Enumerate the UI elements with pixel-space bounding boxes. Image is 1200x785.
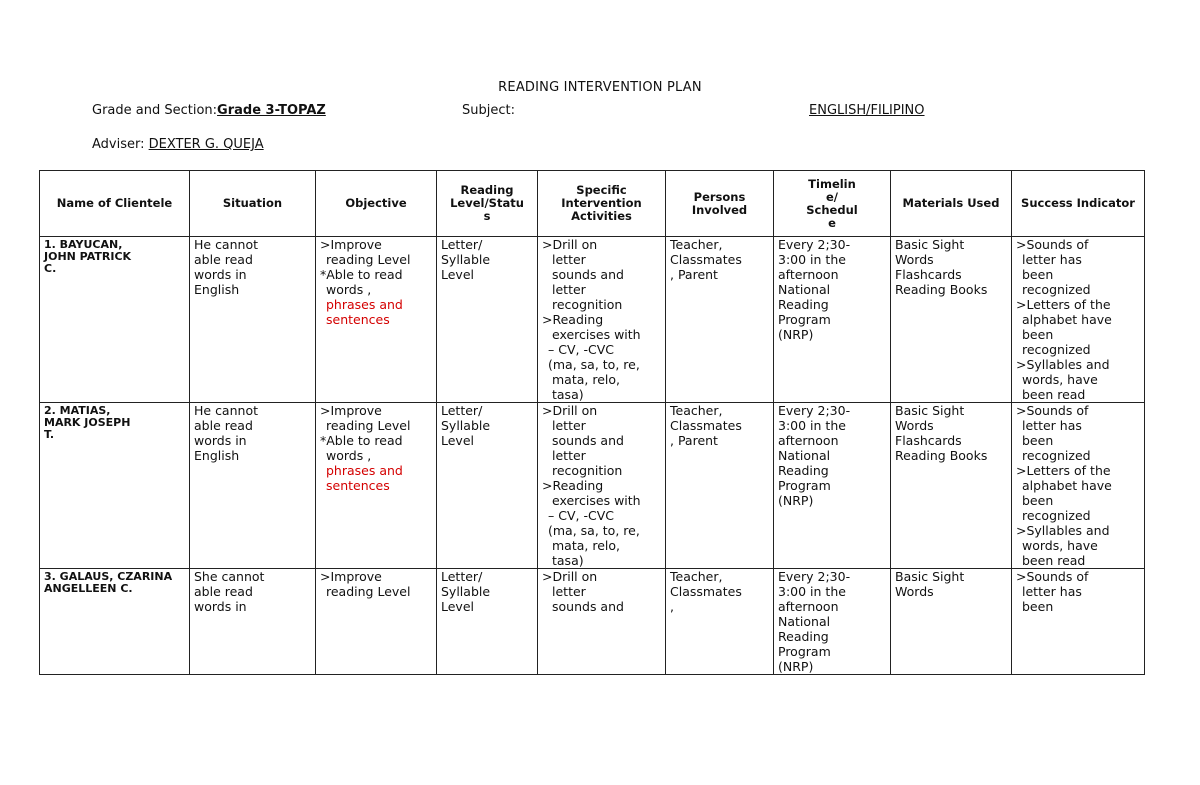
cell-timeline bbox=[774, 569, 891, 675]
column-header-situation bbox=[190, 171, 316, 237]
cell-text: >Syllables and bbox=[1016, 357, 1110, 372]
cell-text: ANGELLEEN C. bbox=[44, 582, 133, 595]
cell-text: able read bbox=[194, 584, 253, 599]
cell-text: >Improve bbox=[320, 403, 382, 418]
cell-text: JOHN PATRICK bbox=[44, 250, 132, 263]
cell-text: Classmates bbox=[670, 418, 742, 433]
cell-name bbox=[40, 403, 190, 569]
cell-materials bbox=[891, 569, 1012, 675]
cell-text: Reading Books bbox=[895, 448, 988, 463]
cell-text: >Sounds of bbox=[1016, 569, 1089, 584]
column-header-name bbox=[40, 171, 190, 237]
cell-text: afternoon bbox=[778, 599, 839, 614]
cell-level bbox=[437, 237, 538, 403]
cell-text: been bbox=[1022, 327, 1054, 342]
cell-text: mata, relo, bbox=[552, 372, 620, 387]
cell-text: *Able to read bbox=[320, 433, 403, 448]
cell-text: words , bbox=[326, 282, 372, 297]
cell-text: Flashcards bbox=[895, 433, 962, 448]
cell-text: >Sounds of bbox=[1016, 403, 1089, 418]
cell-activities bbox=[538, 569, 666, 675]
cell-text: letter bbox=[552, 418, 586, 433]
cell-text: been bbox=[1022, 599, 1054, 614]
table-row bbox=[40, 403, 1145, 569]
cell-text: , bbox=[670, 599, 674, 614]
cell-text: tasa) bbox=[552, 387, 584, 402]
cell-text: Level bbox=[441, 599, 474, 614]
cell-name bbox=[40, 237, 190, 403]
column-header-objective bbox=[316, 171, 437, 237]
column-header-text: Activities bbox=[571, 209, 632, 223]
cell-text: able read bbox=[194, 418, 253, 433]
column-header-timeline bbox=[774, 171, 891, 237]
cell-text: recognition bbox=[552, 463, 623, 478]
cell-text: *Able to read bbox=[320, 267, 403, 282]
column-header-text: e bbox=[828, 215, 836, 230]
cell-text: sentences bbox=[326, 478, 390, 493]
cell-text: Letter/ bbox=[441, 569, 483, 584]
cell-text: phrases and bbox=[326, 297, 403, 312]
cell-text: Teacher, bbox=[670, 237, 723, 252]
cell-text: tasa) bbox=[552, 553, 584, 568]
column-header-text: Name of Clientele bbox=[56, 196, 173, 210]
cell-text: words, have bbox=[1022, 538, 1098, 553]
cell-text: been read bbox=[1022, 553, 1086, 568]
cell-text: MARK JOSEPH bbox=[44, 416, 131, 429]
cell-text: Words bbox=[895, 584, 934, 599]
column-header-text: Intervention bbox=[561, 196, 642, 210]
cell-text: – CV, -CVC bbox=[548, 508, 614, 523]
cell-text: reading Level bbox=[326, 418, 411, 433]
cell-text: (NRP) bbox=[778, 327, 814, 342]
cell-text: Reading bbox=[778, 629, 829, 644]
cell-text: been bbox=[1022, 493, 1054, 508]
cell-name bbox=[40, 569, 190, 675]
cell-text: , Parent bbox=[670, 267, 718, 282]
cell-text: reading Level bbox=[326, 252, 411, 267]
cell-text: alphabet have bbox=[1022, 478, 1112, 493]
cell-persons bbox=[666, 237, 774, 403]
cell-text: Syllable bbox=[441, 418, 491, 433]
cell-level bbox=[437, 403, 538, 569]
table-header-row bbox=[40, 171, 1145, 237]
cell-text: Classmates bbox=[670, 584, 742, 599]
cell-text: Words bbox=[895, 418, 934, 433]
cell-text: C. bbox=[44, 262, 57, 275]
cell-text: recognized bbox=[1022, 448, 1091, 463]
cell-text: >Reading bbox=[542, 312, 604, 327]
subject-label: Subject: bbox=[462, 103, 515, 118]
table-body bbox=[40, 237, 1145, 675]
cell-text: been bbox=[1022, 267, 1054, 282]
cell-text: >Drill on bbox=[542, 237, 598, 252]
column-header-text: Schedul bbox=[806, 202, 858, 217]
cell-situation bbox=[190, 237, 316, 403]
page-title: READING INTERVENTION PLAN bbox=[498, 80, 702, 95]
cell-text: Basic Sight bbox=[895, 237, 965, 252]
cell-text: , Parent bbox=[670, 433, 718, 448]
cell-text: He cannot bbox=[194, 237, 258, 252]
column-header-text: Involved bbox=[691, 202, 748, 217]
cell-text: (NRP) bbox=[778, 659, 814, 674]
column-header-text: Timelin bbox=[808, 176, 856, 191]
cell-text: recognized bbox=[1022, 282, 1091, 297]
cell-text: >Drill on bbox=[542, 569, 598, 584]
cell-text: Syllable bbox=[441, 584, 491, 599]
cell-text: been read bbox=[1022, 387, 1086, 402]
cell-text: >Improve bbox=[320, 237, 382, 252]
cell-text: (NRP) bbox=[778, 493, 814, 508]
cell-text: letter bbox=[552, 584, 586, 599]
cell-activities bbox=[538, 237, 666, 403]
adviser bbox=[92, 137, 264, 152]
cell-text: T. bbox=[44, 428, 55, 441]
cell-text: Classmates bbox=[670, 252, 742, 267]
cell-situation bbox=[190, 569, 316, 675]
cell-text: reading Level bbox=[326, 584, 411, 599]
cell-text: letter bbox=[552, 282, 586, 297]
cell-materials bbox=[891, 403, 1012, 569]
cell-text: sentences bbox=[326, 312, 390, 327]
column-header-text: Materials Used bbox=[902, 196, 1000, 210]
cell-text: recognized bbox=[1022, 342, 1091, 357]
cell-text: sounds and bbox=[552, 599, 624, 614]
cell-text: >Letters of the bbox=[1016, 463, 1111, 478]
cell-text: Teacher, bbox=[670, 569, 723, 584]
cell-text: words, have bbox=[1022, 372, 1098, 387]
cell-text: >Syllables and bbox=[1016, 523, 1110, 538]
cell-text: recognition bbox=[552, 297, 623, 312]
cell-text: letter has bbox=[1022, 252, 1082, 267]
cell-text: able read bbox=[194, 252, 253, 267]
column-header-text: Success Indicator bbox=[1021, 196, 1135, 210]
cell-text: Reading bbox=[778, 297, 829, 312]
cell-text: National bbox=[778, 282, 831, 297]
cell-text: (ma, sa, to, re, bbox=[548, 523, 640, 538]
column-header-text: s bbox=[483, 209, 491, 223]
cell-text: Reading Books bbox=[895, 282, 988, 297]
cell-text: 2. MATIAS, bbox=[44, 404, 111, 417]
cell-text: – CV, -CVC bbox=[548, 342, 614, 357]
cell-text: Level bbox=[441, 267, 474, 282]
adviser-label: Adviser: bbox=[92, 137, 149, 152]
cell-text: words , bbox=[326, 448, 372, 463]
cell-text: mata, relo, bbox=[552, 538, 620, 553]
cell-text: Flashcards bbox=[895, 267, 962, 282]
cell-objective bbox=[316, 403, 437, 569]
cell-text: Reading bbox=[778, 463, 829, 478]
column-header-activities bbox=[538, 171, 666, 237]
table-row bbox=[40, 569, 1145, 675]
cell-text: afternoon bbox=[778, 433, 839, 448]
cell-text: words in bbox=[194, 433, 247, 448]
cell-text: 3:00 in the bbox=[778, 252, 846, 267]
cell-text: 1. BAYUCAN, bbox=[44, 238, 123, 251]
cell-timeline bbox=[774, 237, 891, 403]
cell-success bbox=[1012, 569, 1145, 675]
cell-text: 3. GALAUS, CZARINA bbox=[44, 570, 173, 583]
cell-persons bbox=[666, 569, 774, 675]
cell-text: Every 2;30- bbox=[778, 569, 851, 584]
cell-text: 3:00 in the bbox=[778, 584, 846, 599]
column-header-persons bbox=[666, 171, 774, 237]
intervention-table bbox=[39, 170, 1145, 675]
cell-text: Letter/ bbox=[441, 237, 483, 252]
grade-section bbox=[92, 103, 326, 118]
cell-text: Program bbox=[778, 644, 831, 659]
cell-text: alphabet have bbox=[1022, 312, 1112, 327]
cell-text: Level bbox=[441, 433, 474, 448]
cell-text: Program bbox=[778, 478, 831, 493]
cell-text: sounds and bbox=[552, 433, 624, 448]
column-header-text: Situation bbox=[222, 196, 283, 210]
cell-objective bbox=[316, 237, 437, 403]
cell-text: >Reading bbox=[542, 478, 604, 493]
cell-text: Basic Sight bbox=[895, 569, 965, 584]
cell-text: recognized bbox=[1022, 508, 1091, 523]
table-row bbox=[40, 237, 1145, 403]
cell-text: words in bbox=[194, 599, 247, 614]
cell-text: She cannot bbox=[194, 569, 265, 584]
column-header-materials bbox=[891, 171, 1012, 237]
cell-text: Every 2;30- bbox=[778, 403, 851, 418]
cell-text: Teacher, bbox=[670, 403, 723, 418]
grade-label: Grade and Section: bbox=[92, 103, 218, 118]
grade-value: Grade 3-TOPAZ bbox=[217, 103, 326, 118]
adviser-value: DEXTER G. QUEJA bbox=[148, 137, 264, 152]
cell-activities bbox=[538, 403, 666, 569]
column-header-text: Specific bbox=[576, 183, 627, 197]
column-header-text: e/ bbox=[826, 189, 838, 204]
cell-text: letter bbox=[552, 448, 586, 463]
cell-text: >Letters of the bbox=[1016, 297, 1111, 312]
cell-text: >Drill on bbox=[542, 403, 598, 418]
cell-objective bbox=[316, 569, 437, 675]
column-header-text: Persons bbox=[693, 189, 746, 204]
cell-situation bbox=[190, 403, 316, 569]
column-header-text: Level/Statu bbox=[450, 196, 524, 210]
column-header-level bbox=[437, 171, 538, 237]
cell-text: letter has bbox=[1022, 584, 1082, 599]
cell-success bbox=[1012, 403, 1145, 569]
cell-text: National bbox=[778, 614, 831, 629]
cell-text: phrases and bbox=[326, 463, 403, 478]
cell-text: Program bbox=[778, 312, 831, 327]
cell-text: National bbox=[778, 448, 831, 463]
cell-text: (ma, sa, to, re, bbox=[548, 357, 640, 372]
cell-persons bbox=[666, 403, 774, 569]
cell-materials bbox=[891, 237, 1012, 403]
cell-text: exercises with bbox=[552, 327, 641, 342]
cell-text: English bbox=[194, 282, 240, 297]
cell-text: afternoon bbox=[778, 267, 839, 282]
cell-text: Basic Sight bbox=[895, 403, 965, 418]
cell-text: exercises with bbox=[552, 493, 641, 508]
column-header-text: Objective bbox=[345, 196, 407, 210]
column-header-success bbox=[1012, 171, 1145, 237]
cell-text: Words bbox=[895, 252, 934, 267]
cell-text: >Sounds of bbox=[1016, 237, 1089, 252]
cell-text: He cannot bbox=[194, 403, 258, 418]
cell-text: English bbox=[194, 448, 240, 463]
cell-text: >Improve bbox=[320, 569, 382, 584]
cell-level bbox=[437, 569, 538, 675]
column-header-text: Reading bbox=[460, 183, 514, 197]
cell-success bbox=[1012, 237, 1145, 403]
cell-text: letter has bbox=[1022, 418, 1082, 433]
cell-text: sounds and bbox=[552, 267, 624, 282]
cell-text: letter bbox=[552, 252, 586, 267]
cell-text: Letter/ bbox=[441, 403, 483, 418]
subject-value: ENGLISH/FILIPINO bbox=[809, 103, 925, 118]
cell-timeline bbox=[774, 403, 891, 569]
cell-text: Every 2;30- bbox=[778, 237, 851, 252]
cell-text: words in bbox=[194, 267, 247, 282]
cell-text: 3:00 in the bbox=[778, 418, 846, 433]
cell-text: been bbox=[1022, 433, 1054, 448]
cell-text: Syllable bbox=[441, 252, 491, 267]
